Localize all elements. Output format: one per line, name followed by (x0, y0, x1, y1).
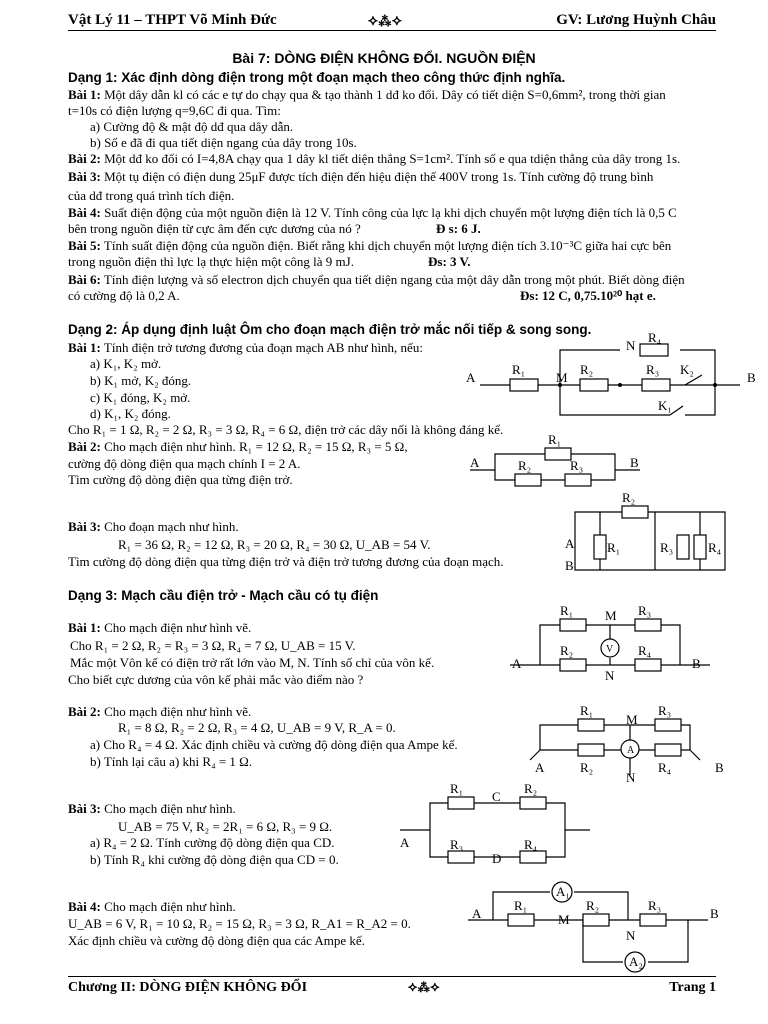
d2b1-given: Cho R₁ = 1 Ω, R₂ = 2 Ω, R₃ = 3 Ω, R₄ = 6 Ω, điện trở các dây nối là không đáng kể. (68, 422, 504, 437)
d1-label-6: Bài 6: (68, 272, 101, 287)
resistor-r1 (510, 379, 538, 391)
svg-text:R₄: R₄ (524, 837, 538, 852)
d2b1-b: b) K₁ mở, K₂ đóng. (90, 373, 192, 388)
svg-text:R₂: R₂ (580, 362, 594, 377)
resistor-r4 (640, 344, 668, 356)
d1-label-3: Bài 3: (68, 169, 101, 184)
circuit-d3-b2 (530, 700, 730, 785)
svg-text:V: V (606, 644, 614, 655)
resistor-r3 (642, 379, 670, 391)
d3b3-given: U_AB = 75 V, R₂ = 2R₁ = 6 Ω, R₃ = 9 Ω. (118, 819, 333, 834)
d1-line-1: t=10s có điện lượng q=9,6C đi qua. Tìm: (68, 103, 281, 118)
d2b2-text2: cường độ dòng điện qua mạch chính I = 2 A. (68, 456, 301, 471)
svg-text:B: B (710, 906, 719, 921)
svg-text:R₃: R₃ (646, 362, 660, 377)
resistor-r2 (560, 659, 586, 671)
dang1-heading: Dạng 1: Xác định dòng điện trong một đoạn mạch theo công thức định nghĩa. (68, 70, 566, 85)
d1-answer-3: Đs: 12 C, 0,75.10²⁰ hạt e. (520, 288, 656, 303)
d2b1-a: a) K₁, K₂ mở. (90, 356, 162, 371)
d2b1-text: Tính điện trở tương đương của đoạn mạch AB như hình, nếu: (103, 340, 423, 355)
resistor-r3 (655, 719, 681, 731)
svg-text:A: A (400, 835, 410, 850)
d3b2-b: b) Tính lại câu a) khi R₄ = 1 Ω. (90, 754, 253, 769)
resistor-r3 (565, 474, 591, 486)
switch-k1 (670, 406, 683, 415)
d3b4-text2: Xác định chiều và cường độ dòng điện qua các Ampe kế. (68, 933, 365, 948)
svg-text:R₂: R₂ (586, 898, 600, 913)
svg-text:R₁: R₁ (548, 432, 562, 447)
footer-chapter: Chương II: DÒNG ĐIỆN KHÔNG ĐỔI (68, 980, 308, 995)
d2b3-text2: Tìm cường độ dòng điện qua từng điện trở và điện trở tương đương của đoạn mạch. (68, 554, 504, 569)
d1-label-1: Bài 1: (68, 87, 101, 102)
d2b3-text1: Cho đoạn mạch như hình. (104, 519, 239, 534)
svg-text:C: C (492, 789, 501, 804)
resistor-r2 (515, 474, 541, 486)
d2b1-c: c) K₁ đóng, K₂ mở. (90, 390, 191, 405)
resistor-r1 (578, 719, 604, 731)
d3b1-text1: Cho mạch điện như hình vẽ. (104, 620, 252, 635)
svg-text:B: B (692, 656, 701, 671)
d1-label-4: Bài 4: (68, 205, 101, 220)
d1-line-10: trong nguồn điện thì lực lạ thực hiện một công là 9 mJ. (68, 254, 354, 269)
svg-text:A₁: A₁ (556, 884, 570, 899)
d3b3-label: Bài 3: (68, 801, 101, 816)
svg-text:R₃: R₃ (450, 837, 464, 852)
page-header (68, 6, 716, 31)
d2b2-label: Bài 2: (68, 439, 101, 454)
resistor-r1 (508, 914, 534, 926)
svg-text:A: A (512, 656, 522, 671)
d3b4-label: Bài 4: (68, 899, 101, 914)
d1-line-4: Một dđ ko đổi có I=4,8A chạy qua 1 dây kl tiết diện thẳng S=1cm². Tính số e qua tdiện thẳng của dây trong 1s. (104, 151, 681, 166)
d1-answer-2: Đs: 3 V. (428, 254, 471, 269)
node-n: N (626, 338, 636, 353)
d1-label-2: Bài 2: (68, 151, 101, 166)
resistor-r3 (448, 851, 474, 863)
svg-text:R₄: R₄ (648, 330, 662, 345)
d2b2-text1: Cho mạch điện như hình. R₁ = 12 Ω, R₂ = 15 Ω, R₃ = 5 Ω, (104, 439, 408, 454)
resistor-r2 (583, 914, 609, 926)
svg-text:R₁: R₁ (450, 781, 464, 796)
svg-text:M: M (605, 608, 617, 623)
svg-text:R₃: R₃ (638, 603, 652, 618)
svg-text:R₃: R₃ (660, 540, 674, 555)
svg-text:B: B (565, 558, 574, 573)
svg-text:R₃: R₃ (570, 458, 584, 473)
circuit-d2-b2 (470, 432, 640, 492)
d1-line-12: có cường độ là 0,2 A. (68, 288, 180, 303)
circuit-d3-b3 (400, 775, 590, 870)
svg-text:K₂: K₂ (680, 362, 694, 377)
dang2-heading: Dạng 2: Áp dụng định luật Ôm cho đoạn mạch điện trở mắc nối tiếp & song song. (68, 322, 592, 337)
resistor-r1 (545, 448, 571, 460)
header-left: Vật Lý 11 – THPT Võ Minh Đức (68, 12, 277, 28)
d3b3-a: a) R₄ = 2 Ω. Tính cường độ dòng điện qua CD. (90, 835, 335, 850)
resistor-r1 (560, 619, 586, 631)
svg-text:R₂: R₂ (560, 643, 574, 658)
d1-line-9: Tính suất điện động của nguồn điện. Biết rằng khi dịch chuyển một lượng điện tích 3.10⁻³C giữa hai cực bên (103, 238, 672, 253)
resistor-r4 (520, 851, 546, 863)
d3b1-text3: Cho biết cực dương của vôn kế phải mắc vào điểm nào ? (68, 672, 364, 687)
d1-label-5: Bài 5: (68, 238, 101, 253)
svg-text:A: A (627, 745, 635, 756)
circuit-d3-b4 (468, 880, 728, 975)
d1-line-6: của dđ trong quá trình tích điện. (68, 188, 235, 203)
svg-text:A: A (565, 536, 575, 551)
d2b3-label: Bài 3: (68, 519, 101, 534)
circuit-d3-b1 (510, 600, 720, 683)
svg-text:N: N (605, 668, 615, 683)
resistor-r2 (578, 744, 604, 756)
svg-text:K₁: K₁ (658, 398, 672, 413)
resistor-r3 (635, 619, 661, 631)
resistor-r2 (622, 506, 648, 518)
svg-text:M: M (626, 712, 638, 727)
svg-text:D: D (492, 851, 502, 866)
d1-line-3: b) Số e đã đi qua tiết diện ngang của dây trong 10s. (90, 135, 357, 150)
d3b1-given: Cho R₁ = 2 Ω, R₂ = R₃ = 3 Ω, R₄ = 7 Ω, U_AB = 15 V. (70, 638, 356, 653)
d2b2-text3: Tìm cường độ dòng điện qua từng điện trở. (68, 472, 293, 487)
svg-text:N: N (626, 770, 636, 785)
svg-text:R₂: R₂ (622, 490, 636, 505)
header-right: GV: Lương Huỳnh Châu (556, 12, 716, 28)
svg-text:R₃: R₃ (648, 898, 662, 913)
d1-line-0: Một dây dẫn kl có các e tự do chạy qua & tạo thành 1 dđ ko đổi. Dây có tiết diện S=0,6mm², trong thời gian (104, 87, 666, 102)
d2b1-label: Bài 1: (68, 340, 101, 355)
node-m: M (556, 370, 568, 385)
resistor-r2 (520, 797, 546, 809)
d3b2-label: Bài 2: (68, 704, 101, 719)
svg-text:R₄: R₄ (658, 760, 672, 775)
d2b1-d: d) K₁, K₂ đóng. (90, 406, 171, 421)
svg-text:M: M (558, 912, 570, 927)
d3b2-text1: Cho mạch điện như hình vẽ. (104, 704, 252, 719)
d1-line-8: bên trong nguồn điện từ cực âm đến cực dương của nó ? (68, 221, 361, 236)
svg-text:R₁: R₁ (514, 898, 528, 913)
svg-text:R₁: R₁ (512, 362, 526, 377)
d2b3-given: R₁ = 36 Ω, R₂ = 12 Ω, R₃ = 20 Ω, R₄ = 30 Ω, U_AB = 54 V. (118, 537, 431, 552)
svg-text:R₁: R₁ (580, 703, 594, 718)
svg-text:B: B (715, 760, 724, 775)
circuit-d2-b3 (560, 490, 740, 580)
d3b3-b: b) Tính R₄ khi cường độ dòng điện qua CD = 0. (90, 852, 339, 867)
resistor-r4 (694, 535, 706, 559)
resistor-r4 (635, 659, 661, 671)
svg-text:A: A (535, 760, 545, 775)
d3b2-given: R₁ = 8 Ω, R₂ = 2 Ω, R₃ = 4 Ω, U_AB = 9 V, R_A = 0. (118, 720, 396, 735)
header-ornament: ⟡⁂⟡ (368, 13, 402, 29)
svg-text:R₄: R₄ (708, 540, 722, 555)
d1-line-2: a) Cường độ & mật độ dđ qua dây dẫn. (90, 119, 294, 134)
svg-text:R₄: R₄ (638, 643, 652, 658)
footer-ornament: ⟡⁂⟡ (408, 980, 440, 995)
svg-text:A: A (472, 906, 482, 921)
resistor-r4 (655, 744, 681, 756)
node-a: A (466, 370, 476, 385)
d1-line-5: Một tụ điện có điện dung 25μF được tích điện đến hiệu điện thế 400V trong 1s. Tính cường độ trung bình (104, 169, 654, 184)
resistor-r1 (594, 535, 606, 559)
d3b2-a: a) Cho R₄ = 4 Ω. Xác định chiều và cường độ dòng điện qua Ampe kế. (90, 737, 458, 752)
svg-text:R₃: R₃ (658, 703, 672, 718)
svg-text:B: B (630, 455, 639, 470)
dang3-heading: Dạng 3: Mạch cầu điện trở - Mạch cầu có tụ điện (68, 588, 379, 603)
svg-text:N: N (626, 928, 636, 943)
d1-answer-1: Đ s: 6 J. (436, 221, 481, 236)
d3b1-text2: Mắc một Vôn kế có điện trở rất lớn vào M, N. Tính số chỉ của vôn kế. (70, 655, 435, 670)
page-title: Bài 7: DÒNG ĐIỆN KHÔNG ĐỔI. NGUỒN ĐIỆN (232, 50, 536, 66)
d3b4-given: U_AB = 6 V, R₁ = 10 Ω, R₂ = 15 Ω, R₃ = 3 Ω, R_A1 = R_A2 = 0. (68, 916, 411, 931)
d1-line-7: Suất điện động của một nguồn điện là 12 V. Tính công của lực lạ khi dịch chuyển một lượng điện tích là 0,5 C (104, 205, 677, 220)
node-b: B (747, 370, 756, 385)
resistor-r2 (580, 379, 608, 391)
d3b4-text1: Cho mạch điện như hình. (104, 899, 236, 914)
svg-text:A: A (470, 455, 480, 470)
svg-text:R₂: R₂ (518, 458, 532, 473)
resistor-r1 (448, 797, 474, 809)
resistor-r3 (640, 914, 666, 926)
d1-line-11: Tính điện lượng và số electron dịch chuyển qua tiết diện ngang của một dây dẫn trong một phút. Biết dòng điện (103, 272, 685, 287)
svg-text:R₂: R₂ (524, 781, 538, 796)
resistor-r3 (677, 535, 689, 559)
svg-text:A₂: A₂ (629, 954, 643, 969)
d3b1-label: Bài 1: (68, 620, 101, 635)
svg-text:R₁: R₁ (560, 603, 574, 618)
svg-text:R₁: R₁ (607, 540, 621, 555)
svg-text:R₂: R₂ (580, 760, 594, 775)
footer-page-number: Trang 1 (669, 980, 716, 995)
d3b3-text1: Cho mạch điện như hình. (104, 801, 236, 816)
page-footer (68, 976, 716, 999)
circuit-d2-b1 (460, 330, 768, 425)
